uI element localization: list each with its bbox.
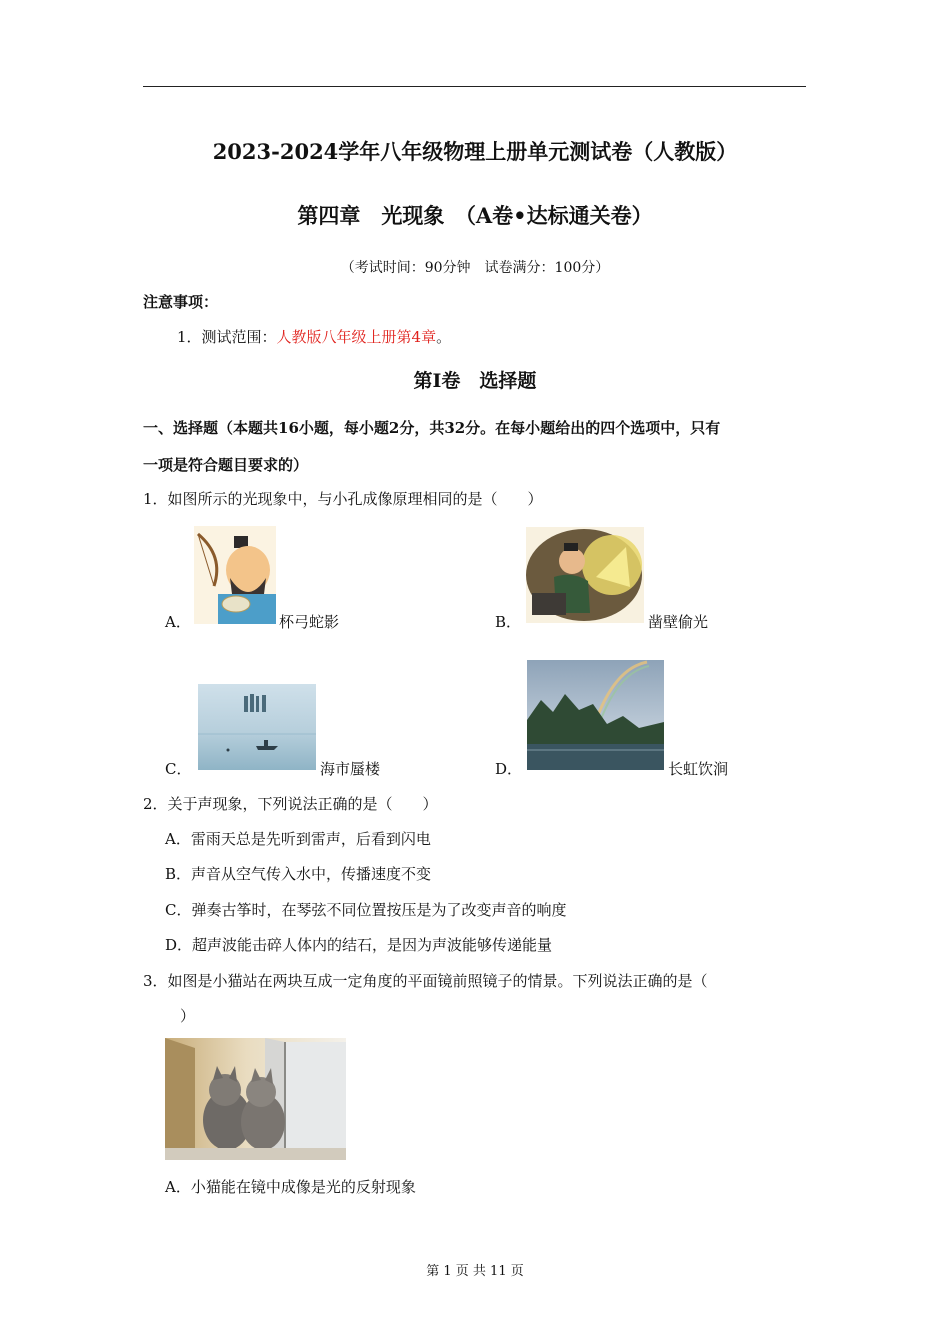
- q1-option-b-letter: B．: [495, 613, 522, 631]
- q1-option-b-caption: 凿壁偷光: [648, 613, 709, 631]
- page-footer: 第 1 页 共 11 页: [426, 1264, 524, 1279]
- q3-cat-mirror-image: [165, 1038, 346, 1160]
- q1-option-d-image: [527, 660, 664, 770]
- q2-option-c: C．弹奏古筝时，在琴弦不同位置按压是为了改变声音的响度: [165, 901, 567, 919]
- q3-stem-line2: ）: [180, 1007, 196, 1025]
- q3-stem-line1: 3．如图是小猫站在两块互成一定角度的平面镜前照镜子的情景。下列说法正确的是（: [143, 972, 708, 990]
- q2-option-b: B．声音从空气传入水中，传播速度不变: [165, 865, 432, 883]
- q1-option-b-image: [526, 527, 644, 623]
- q1-option-c-image: [198, 684, 316, 770]
- notice-item-highlight: 人教版八年级上册第4章: [276, 328, 437, 346]
- q1-option-c-letter: C．: [165, 760, 192, 778]
- q2-option-a: A．雷雨天总是先听到雷声，后看到闪电: [165, 830, 431, 848]
- q2-option-d: D．超声波能击碎人体内的结石，是因为声波能够传递能量: [165, 936, 553, 954]
- header-rule: [143, 86, 806, 87]
- notice-item: [177, 327, 451, 347]
- notice-heading: 注意事项：: [143, 293, 219, 311]
- q1-option-a-image: [194, 526, 276, 624]
- q1-option-a-letter: A．: [165, 613, 191, 631]
- notice-item-suffix: 。: [436, 328, 452, 346]
- exam-info: （考试时间：90分钟 试卷满分：100分）: [340, 260, 610, 276]
- q1-option-d-caption: 长虹饮涧: [668, 760, 729, 778]
- notice-item-prefix: 1．测试范围：: [177, 328, 277, 346]
- q1-option-a-caption: 杯弓蛇影: [279, 613, 340, 631]
- part1-heading-line2: 一项是符合题目要求的）: [143, 456, 309, 474]
- q1-option-c-caption: 海市蜃楼: [320, 760, 381, 778]
- q3-option-a: A．小猫能在镜中成像是光的反射现象: [165, 1178, 416, 1196]
- paper-title: 2023-2024学年八年级物理上册单元测试卷（人教版）: [212, 139, 738, 164]
- section-title: 第Ⅰ卷 选择题: [413, 370, 537, 392]
- q1-option-d-letter: D．: [495, 760, 523, 778]
- q1-stem: 1．如图所示的光现象中，与小孔成像原理相同的是（ ）: [143, 490, 543, 508]
- q2-stem: 2．关于声现象，下列说法正确的是（ ）: [143, 795, 438, 813]
- chapter-subtitle: 第四章 光现象 （A卷•达标通关卷）: [297, 203, 653, 228]
- part1-heading-line1: 一、选择题（本题共16小题，每小题2分，共32分。在每小题给出的四个选项中，只有: [143, 419, 721, 437]
